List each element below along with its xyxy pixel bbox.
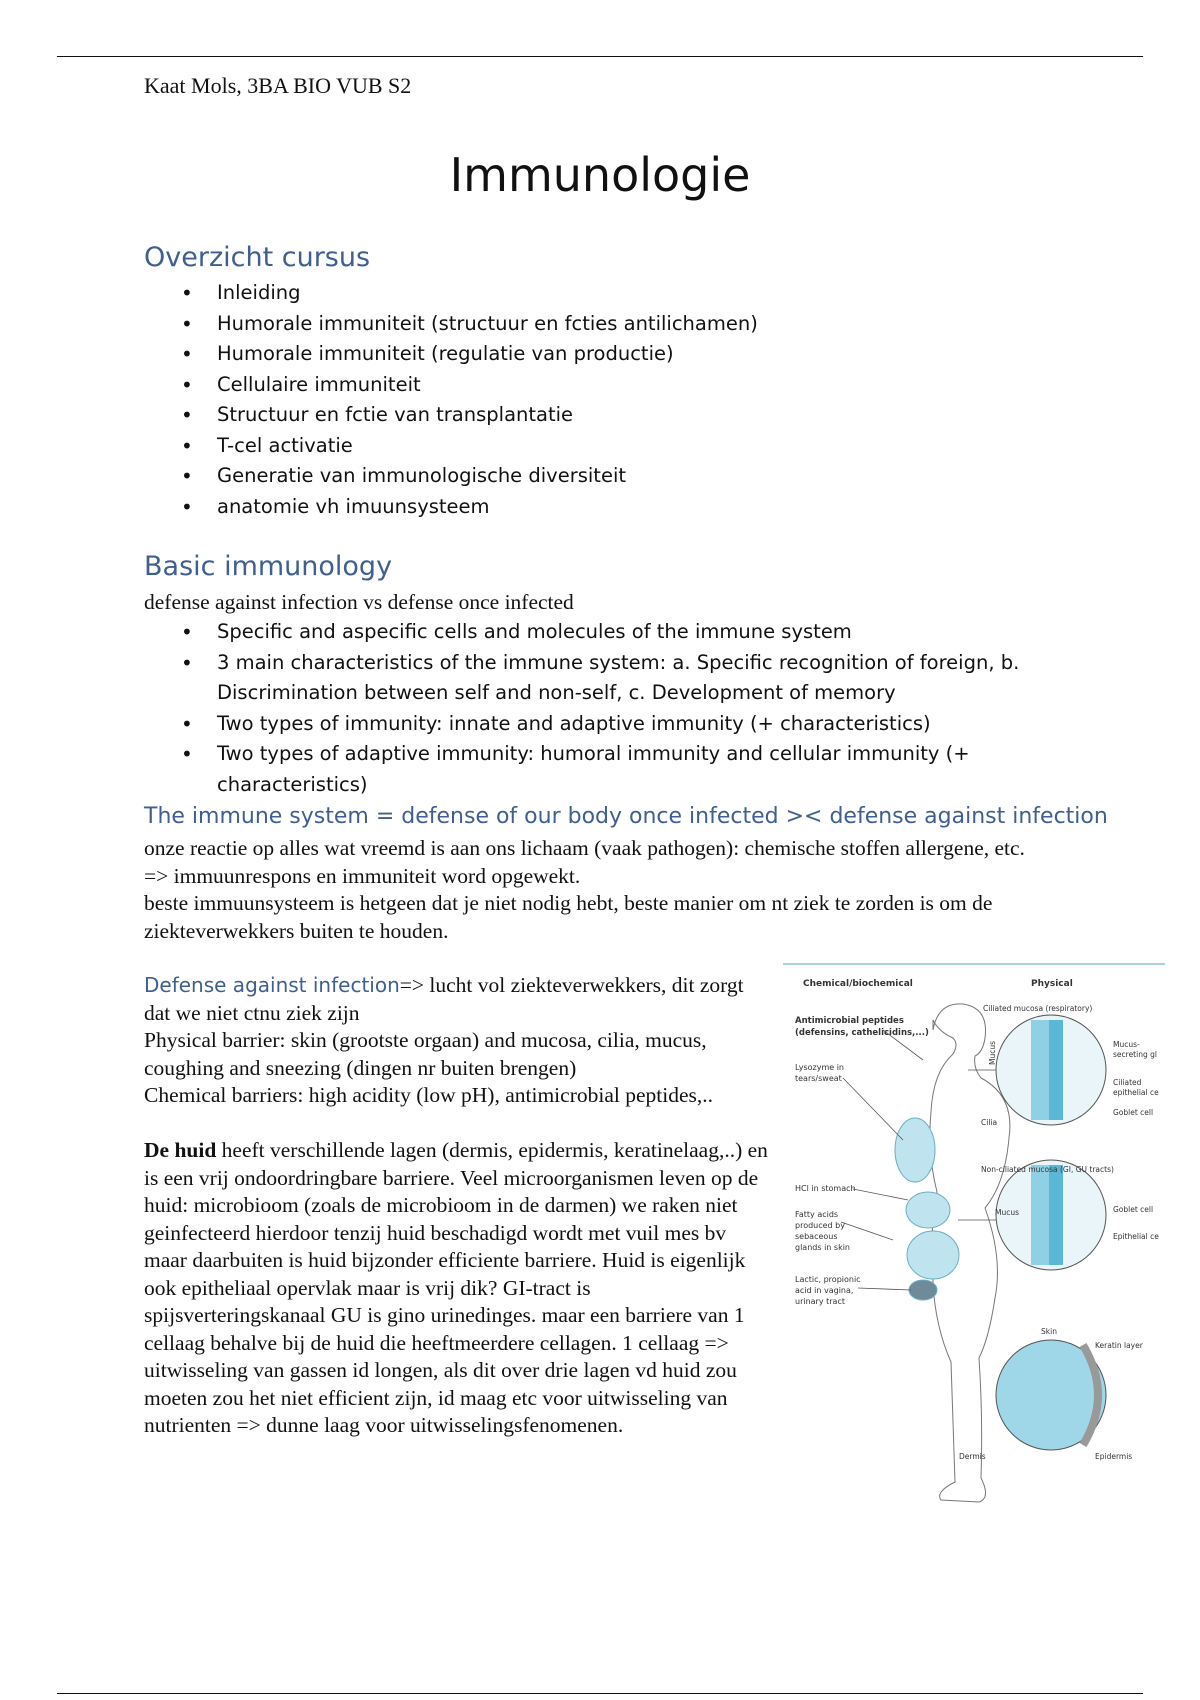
basic-heading: Basic immunology bbox=[144, 551, 393, 582]
leader-line bbox=[843, 1078, 903, 1140]
defense-column bbox=[144, 972, 769, 1440]
basic-intro: defense against infection vs defense once infected bbox=[144, 590, 574, 614]
physical-barrier-text: Physical barrier: skin (grootste orgaan) and mucosa, cilia, mucus, coughing and sneezing (dingen nr buiten brengen) bbox=[144, 1028, 707, 1080]
lung-shape bbox=[895, 1118, 935, 1182]
epithelial-label: Epithelial ce bbox=[1113, 1232, 1159, 1241]
fatty-label-4: glands in skin bbox=[795, 1243, 850, 1252]
antimicrobial-label: Antimicrobial peptides bbox=[795, 1016, 904, 1026]
mucus-secreting-label-1: Mucus- bbox=[1113, 1040, 1140, 1049]
header-author: Kaat Mols, 3BA BIO VUB S2 bbox=[144, 73, 412, 98]
col-phys-label: Physical bbox=[1031, 979, 1073, 989]
skin-paragraph bbox=[144, 1137, 769, 1440]
mucus-band bbox=[1049, 1020, 1063, 1120]
basic-list bbox=[144, 617, 1044, 800]
list-item: • T-cel activatie bbox=[144, 431, 758, 462]
goblet-label: Goblet cell bbox=[1113, 1108, 1154, 1117]
bottom-rule bbox=[57, 1693, 1143, 1694]
fatty-label-3: sebaceous bbox=[795, 1232, 838, 1241]
list-item: • Generatie van immunologische diversiteit bbox=[144, 461, 758, 492]
chemical-barrier-text: Chemical barriers: high acidity (low pH), antimicrobial peptides,.. bbox=[144, 1083, 713, 1107]
list-item: • anatomie vh imuunsysteem bbox=[144, 492, 758, 523]
mucus-label: Mucus bbox=[988, 1040, 997, 1065]
intestine-shape bbox=[907, 1231, 959, 1279]
mucus-label-2: Mucus bbox=[995, 1208, 1020, 1217]
immune-system-text bbox=[144, 835, 1049, 945]
keratin-label: Keratin layer bbox=[1095, 1341, 1143, 1350]
antimicrobial-label-2: (defensins, cathelicidins,...) bbox=[795, 1028, 929, 1038]
list-item: • Humorale immuniteit (regulatie van productie) bbox=[144, 339, 758, 370]
hcl-label: HCl in stomach bbox=[795, 1184, 856, 1193]
defense-text: => lucht vol ziekteverwekkers, dit zorgt dat we niet ctnu ziek zijn bbox=[144, 973, 744, 1025]
skin-inset bbox=[996, 1340, 1106, 1450]
immune-system-para-2: beste immuunsysteem is hetgeen dat je niet nodig hebt, beste manier om nt ziek te zorden is om de ziekteverwekkers buiten te houden. bbox=[144, 891, 993, 943]
list-item: • Inleiding bbox=[144, 278, 758, 309]
barrier-figure bbox=[783, 960, 1165, 1525]
ciliated-mucosa-inset bbox=[996, 1015, 1106, 1125]
skin-text: heeft verschillende lagen (dermis, epidermis, keratinelaag,..) en is een vrij ondoordringbare barriere. Veel microorganismen leven op de huid: microbioom (zoals de microbioom in de darmen) we raken niet geinfecteerd hierdoor tenzij huid beschadigd wordt met vuil mes bv maar daarbuiten is huid bijzonder efficiente barriere. Huid is eigenlijk ook epitheliaal opervlak maar is vrij dik? GI-tract is spijsverteringskanaal GU is gino urinedinges. maar een barriere van 1 cellaag behalve bij de huid die heeftmeerdere cellagen. 1 cellaag => uitwisseling van gassen id longen, als dit over drie lagen vd huid zou moeten zou het niet efficient zijn, id maag etc voor uitwisseling van nutrienten => dunne laag voor uitwisselingsfenomenen. bbox=[144, 1138, 768, 1437]
col-chem-label: Chemical/biochemical bbox=[803, 979, 913, 989]
epithelium-band bbox=[1031, 1020, 1049, 1120]
defense-intro bbox=[144, 972, 769, 1027]
page-title: Immunologie bbox=[449, 148, 751, 202]
ciliated-mucosa-label: Ciliated mucosa (respiratory) bbox=[983, 1004, 1093, 1013]
lactic-label-3: urinary tract bbox=[795, 1297, 845, 1306]
overview-heading: Overzicht cursus bbox=[144, 242, 371, 273]
dermis-label: Dermis bbox=[959, 1452, 986, 1461]
lactic-label-1: Lactic, propionic bbox=[795, 1275, 861, 1284]
top-rule bbox=[57, 56, 1143, 57]
leader-line bbox=[853, 1189, 908, 1200]
fatty-label-1: Fatty acids bbox=[795, 1210, 839, 1219]
immune-system-para-1: onze reactie op alles wat vreemd is aan ons lichaam (vaak pathogen): chemische stoffen allergene, etc. => immuunrespons en immuniteit word opgewekt. bbox=[144, 836, 1025, 888]
mucus-band bbox=[1049, 1165, 1063, 1265]
barrier-diagram bbox=[783, 960, 1165, 1525]
skin-bold: De huid bbox=[144, 1138, 217, 1162]
list-item: • 3 main characteristics of the immune system: a. Specific recognition of foreign, b. Discrimination between self and non-self, c. Development of memory bbox=[144, 648, 1044, 709]
epidermis-label: Epidermis bbox=[1095, 1452, 1133, 1461]
immune-system-heading: The immune system = defense of our body once infected >< defense against infection bbox=[144, 804, 1108, 829]
list-item: • Two types of immunity: innate and adaptive immunity (+ characteristics) bbox=[144, 709, 1044, 740]
lysozyme-label: Lysozyme in bbox=[795, 1063, 845, 1072]
cilia-label: Cilia bbox=[981, 1118, 998, 1127]
stomach-shape bbox=[906, 1192, 950, 1228]
epithelium-band bbox=[1031, 1165, 1049, 1265]
lysozyme-label-2: tears/sweat bbox=[795, 1074, 842, 1083]
list-item: • Cellulaire immuniteit bbox=[144, 370, 758, 401]
overview-list bbox=[144, 278, 758, 522]
spacer bbox=[144, 1110, 769, 1138]
ciliated-label-2: epithelial ce bbox=[1113, 1088, 1159, 1097]
bladder-shape bbox=[909, 1280, 937, 1300]
leader-line bbox=[858, 1288, 911, 1290]
defense-label: Defense against infection bbox=[144, 973, 400, 997]
list-item: • Humorale immuniteit (structuur en fcties antilichamen) bbox=[144, 309, 758, 340]
leader-line bbox=[841, 1222, 893, 1240]
list-item: • Structuur en fctie van transplantatie bbox=[144, 400, 758, 431]
goblet-label-2: Goblet cell bbox=[1113, 1205, 1154, 1214]
list-item: • Two types of adaptive immunity: humoral immunity and cellular immunity (+ characteristics) bbox=[144, 739, 1044, 800]
mucus-secreting-label-2: secreting gl bbox=[1113, 1050, 1157, 1059]
organs bbox=[895, 1118, 959, 1300]
list-item: • Specific and aspecific cells and molecules of the immune system bbox=[144, 617, 1044, 648]
lactic-label-2: acid in vagina, bbox=[795, 1286, 854, 1295]
non-ciliated-label: Non-ciliated mucosa (GI, GU tracts) bbox=[981, 1165, 1114, 1174]
ciliated-label-1: Ciliated bbox=[1113, 1078, 1142, 1087]
skin-label: Skin bbox=[1041, 1327, 1057, 1336]
fatty-label-2: produced by bbox=[795, 1221, 845, 1230]
